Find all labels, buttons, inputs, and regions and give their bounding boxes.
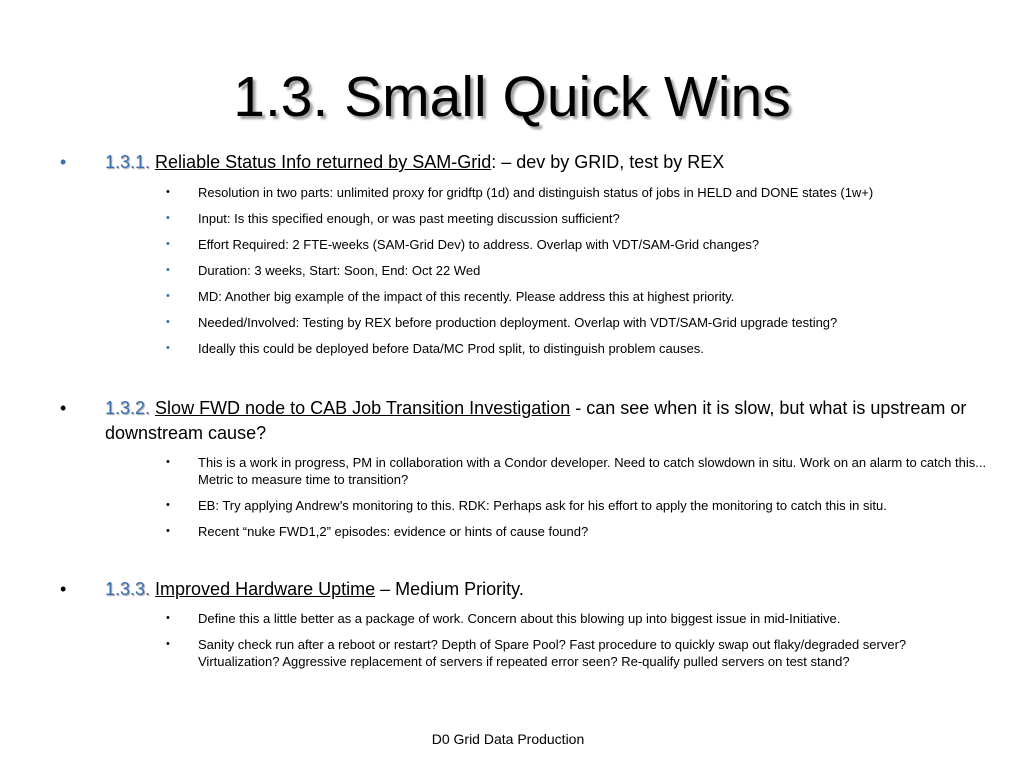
list-item: • Define this a little better as a package of work. Concern about this blowing up into biggest issue in mid-Initiative. [166,611,841,626]
list-item: • Input: Is this specified enough, or was past meeting discussion sufficient? [166,211,620,226]
topic-1-3-2 [60,396,990,446]
list-item: • This is a work in progress, PM in collaboration with a Condor developer. Need to catch slowdown in situ. Work on an alarm to catch this... Metric to measure time to transition? [166,455,987,487]
topic-number: 1.3.3. [105,579,151,599]
bullet-icon: • [60,579,67,599]
bullet-icon: • [166,212,170,224]
topic-number: 1.3.1. [105,152,151,172]
topic-description: : – dev by GRID, test by REX [491,152,725,172]
bullet-icon: • [166,612,170,624]
bullet-icon: • [166,238,170,250]
list-item: • Ideally this could be deployed before Data/MC Prod split, to distinguish problem causes. [166,341,704,356]
slide-body [60,150,990,670]
bullet-icon: • [166,264,170,276]
sub-list-1-3-2 [60,454,990,540]
bullet-icon: • [166,290,170,302]
bullet-icon: • [166,342,170,354]
topic-heading: Slow FWD node to CAB Job Transition Investigation [155,398,571,418]
topic-number: 1.3.2. [105,398,151,418]
list-item: • Recent “nuke FWD1,2” episodes: evidence or hints of cause found? [166,524,589,539]
list-item: • Effort Required: 2 FTE-weeks (SAM-Grid Dev) to address. Overlap with VDT/SAM-Grid changes? [166,237,760,252]
list-item: • Needed/Involved: Testing by REX before production deployment. Overlap with VDT/SAM-Grid upgrade testing? [166,315,838,330]
list-item: • MD: Another big example of the impact of this recently. Please address this at highest priority. [166,289,735,304]
slide-footer: D0 Grid Data Production [431,731,585,747]
topic-1-3-3 [60,577,990,602]
list-item: • EB: Try applying Andrew’s monitoring to this. RDK: Perhaps ask for his effort to apply the monitoring to catch this in situ. [166,498,887,513]
topic-description: – Medium Priority. [375,579,524,599]
topic-heading: Improved Hardware Uptime [155,579,376,599]
bullet-icon: • [166,499,170,511]
topic-1-3-1 [60,150,990,175]
bullet-icon: • [166,456,170,468]
sub-list-1-3-1 [60,184,990,357]
bullet-icon: • [166,638,170,650]
bullet-icon: • [166,316,170,328]
list-item: • Sanity check run after a reboot or restart? Depth of Spare Pool? Fast procedure to quickly swap out flaky/degraded server? Virtualization? Aggressive replacement of servers if repeated error seen? Re-qualify pulled servers on test stand? [166,637,907,669]
list-item: • Duration: 3 weeks, Start: Soon, End: Oct 22 Wed [166,263,481,278]
bullet-icon: • [166,525,170,537]
list-item: • Resolution in two parts: unlimited proxy for gridftp (1d) and distinguish status of jobs in HELD and DONE states (1w+) [166,185,874,200]
slide-title: 1.3. Small Quick Wins [233,65,791,129]
bullet-icon: • [60,398,67,418]
bullet-icon: • [60,152,67,172]
bullet-icon: • [166,186,170,198]
topic-heading: Reliable Status Info returned by SAM-Grid [155,152,492,172]
sub-list-1-3-3 [60,610,990,670]
topic-description: - can see when it is slow, but what is upstream or downstream cause? [105,398,967,443]
